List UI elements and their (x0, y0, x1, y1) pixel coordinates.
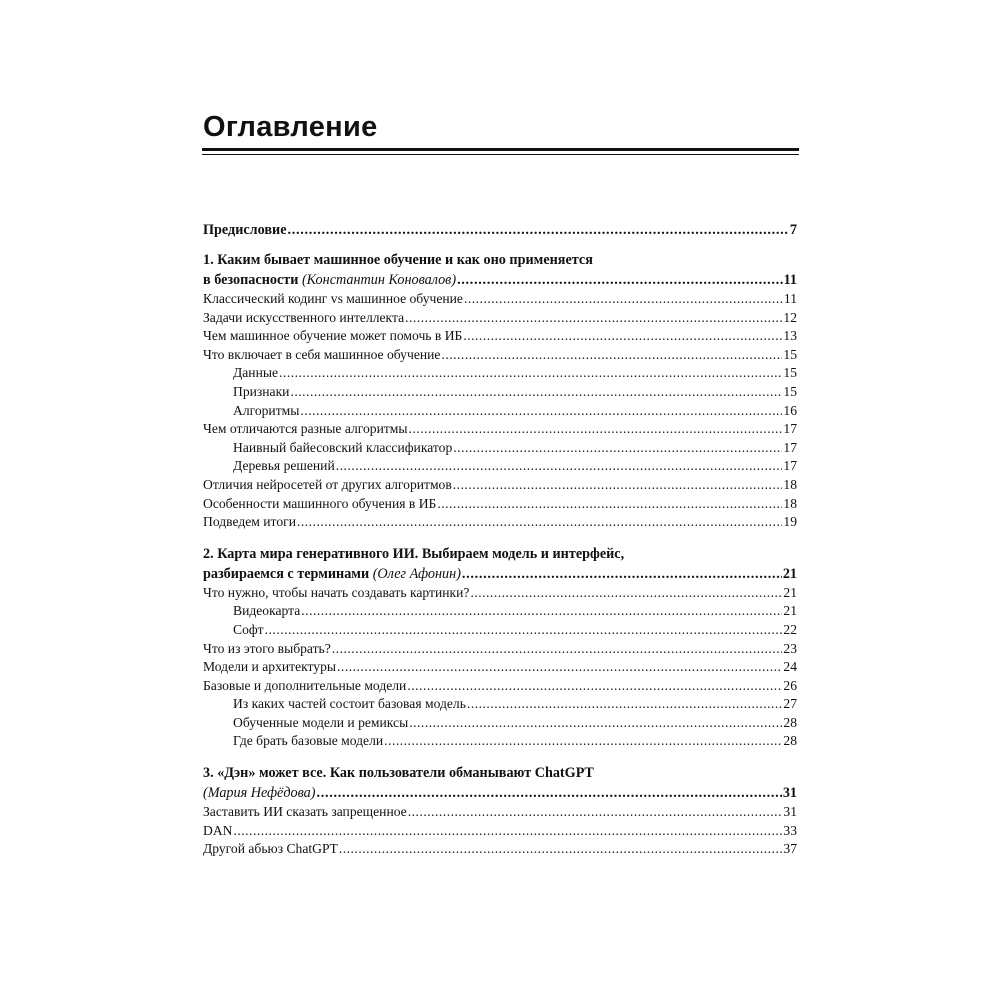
toc-page-number: 21 (783, 584, 797, 600)
toc-entry-title: Что из этого выбрать? (203, 640, 331, 656)
toc-entry[interactable] (203, 658, 797, 677)
chapter-2-title-line1[interactable]: 2. Карта мира генеративного ИИ. Выбираем модель и интерфейс, (203, 545, 625, 562)
toc-entry-title: Видеокарта (233, 603, 301, 619)
toc-entry[interactable] (203, 327, 797, 346)
leader-dots (453, 476, 783, 495)
toc-entry-title: Предисловие (203, 222, 287, 238)
chapter-author: (Олег Афонин) (372, 565, 461, 582)
toc-entry-title: Обученные модели и ремиксы (233, 714, 409, 730)
toc-entry[interactable] (203, 840, 797, 859)
toc-entry-title: Что нужно, чтобы начать создавать картинки? (203, 584, 470, 600)
chapter-title-text: разбираемся с терминами (203, 565, 373, 582)
toc-page-number: 28 (783, 714, 797, 730)
toc-entry-title: Особенности машинного обучения в ИБ (203, 495, 437, 511)
chapter-1-title-line1[interactable]: 1. Каким бывает машинное обучение и как оно применяется (203, 252, 593, 268)
leader-dots (470, 584, 782, 603)
leader-dots (408, 803, 783, 822)
leader-dots (405, 309, 782, 328)
chapter-2-title-line2[interactable] (203, 564, 797, 584)
toc-entry[interactable] (203, 584, 797, 603)
leader-dots (297, 513, 782, 532)
leader-dots (316, 783, 781, 803)
page-title: Оглавление (203, 111, 378, 143)
toc-subentry[interactable] (203, 732, 797, 751)
chapter-author: (Константин Коновалов) (301, 272, 457, 288)
toc-subentry[interactable] (203, 457, 797, 476)
toc-page-number: 15 (783, 383, 797, 399)
toc-entry-title: Из каких частей состоит базовая модель (233, 696, 466, 712)
toc-entry[interactable] (203, 677, 797, 696)
leader-dots (290, 383, 782, 402)
toc-page-number: 11 (783, 272, 797, 288)
leader-dots (384, 732, 782, 751)
toc-subentry[interactable] (203, 621, 797, 640)
toc-page-number: 16 (783, 402, 797, 418)
toc-entry-title: Что включает в себя машинное обучение (203, 346, 441, 362)
chapter-3-title-line2[interactable] (203, 783, 797, 803)
leader-dots (464, 290, 783, 309)
leader-dots (233, 822, 782, 841)
leader-dots (337, 658, 782, 677)
toc-page-number: 18 (783, 476, 797, 492)
leader-dots (441, 346, 782, 365)
toc-subentry[interactable] (203, 383, 797, 402)
leader-dots (300, 402, 782, 421)
leader-dots (409, 420, 783, 439)
toc-page-number: 15 (783, 346, 797, 362)
toc-entry[interactable] (203, 309, 797, 328)
leader-dots (409, 714, 782, 733)
leader-dots (437, 495, 782, 514)
toc-entry-title: Чем машинное обучение может помочь в ИБ (203, 328, 463, 344)
title-rule-thick (202, 148, 799, 151)
leader-dots (457, 270, 783, 290)
toc-page-number: 23 (783, 640, 797, 656)
toc-page-number: 19 (783, 514, 797, 530)
toc-entry-title: Данные (233, 365, 279, 381)
toc-subentry[interactable] (203, 402, 797, 421)
toc-entry-title: Базовые и дополнительные модели (203, 677, 407, 693)
leader-dots (462, 564, 782, 584)
toc-page-number: 28 (783, 733, 797, 749)
toc-page-number: 17 (783, 439, 797, 455)
leader-dots (301, 602, 782, 621)
toc-entry-title: Где брать базовые модели (233, 733, 384, 749)
toc-page-number: 7 (789, 222, 797, 238)
leader-dots (279, 364, 782, 383)
toc-page-number: 31 (782, 785, 797, 802)
toc-entry-title: Признаки (233, 383, 290, 399)
leader-dots (265, 621, 783, 640)
toc-subentry[interactable] (203, 364, 797, 383)
toc-entry-title: Задачи искусственного интеллекта (203, 309, 405, 325)
toc-entry[interactable] (203, 513, 797, 532)
toc-entry-title: Подведем итоги (203, 514, 296, 530)
toc-entry[interactable] (203, 803, 797, 822)
toc-entry[interactable] (203, 495, 797, 514)
toc-entry-title: Чем отличаются разные алгоритмы (203, 421, 408, 437)
toc-subentry[interactable] (203, 602, 797, 621)
toc-entry-title: DAN (203, 822, 233, 838)
table-of-contents (203, 220, 797, 859)
toc-entry-title: Классический кодинг vs машинное обучение (203, 291, 463, 306)
toc-entry[interactable] (203, 346, 797, 365)
toc-preface[interactable] (203, 220, 797, 240)
chapter-author: (Мария Нефёдова) (203, 785, 316, 802)
leader-dots (453, 439, 782, 458)
leader-dots (288, 220, 789, 240)
chapter-title-text: в безопасности (203, 272, 302, 288)
toc-page-number: 33 (783, 822, 797, 838)
toc-page-number: 31 (783, 804, 797, 820)
toc-entry[interactable] (203, 420, 797, 439)
toc-entry[interactable] (203, 822, 797, 841)
toc-page-number: 21 (782, 565, 797, 582)
toc-page-number: 13 (783, 328, 797, 344)
toc-page-number: 27 (783, 696, 797, 712)
toc-page-number: 24 (783, 659, 797, 675)
leader-dots (407, 677, 782, 696)
toc-page-number: 17 (783, 458, 797, 474)
chapter-3-title-line1[interactable]: 3. «Дэн» может все. Как пользователи обманывают ChatGPT (203, 765, 594, 782)
toc-subentry[interactable] (203, 695, 797, 714)
toc-page-number: 15 (783, 365, 797, 381)
leader-dots (332, 640, 783, 659)
toc-entry[interactable] (203, 476, 797, 495)
toc-entry-title: Модели и архитектуры (203, 659, 337, 675)
toc-subentry[interactable] (203, 439, 797, 458)
leader-dots (467, 695, 782, 714)
toc-page-number: 22 (783, 621, 797, 637)
toc-entry-title: Заставить ИИ сказать запрещенное (203, 804, 407, 820)
toc-entry-title: Алгоритмы (233, 402, 300, 418)
leader-dots (339, 840, 783, 859)
toc-page-number: 18 (783, 495, 797, 511)
toc-page-number: 26 (783, 677, 797, 693)
toc-subentry[interactable] (203, 714, 797, 733)
chapter-1-title-line2[interactable] (203, 270, 797, 290)
toc-entry-title: Другой абьюз ChatGPT (203, 841, 338, 857)
toc-entry[interactable] (203, 290, 797, 309)
toc-entry-title: Деревья решений (233, 458, 335, 474)
toc-entry-title: Наивный байесовский классификатор (233, 439, 453, 455)
toc-page-number: 12 (783, 309, 797, 325)
leader-dots (336, 457, 783, 476)
title-rule-thin (202, 154, 799, 155)
toc-entry-title: Софт (233, 621, 264, 637)
toc-page-number: 17 (783, 421, 797, 437)
toc-page-number: 21 (783, 603, 797, 619)
toc-entry-title: Отличия нейросетей от других алгоритмов (203, 476, 452, 492)
toc-entry[interactable] (203, 640, 797, 659)
toc-page-number: 11 (783, 291, 797, 306)
toc-page-number: 37 (783, 841, 797, 857)
leader-dots (463, 327, 782, 346)
